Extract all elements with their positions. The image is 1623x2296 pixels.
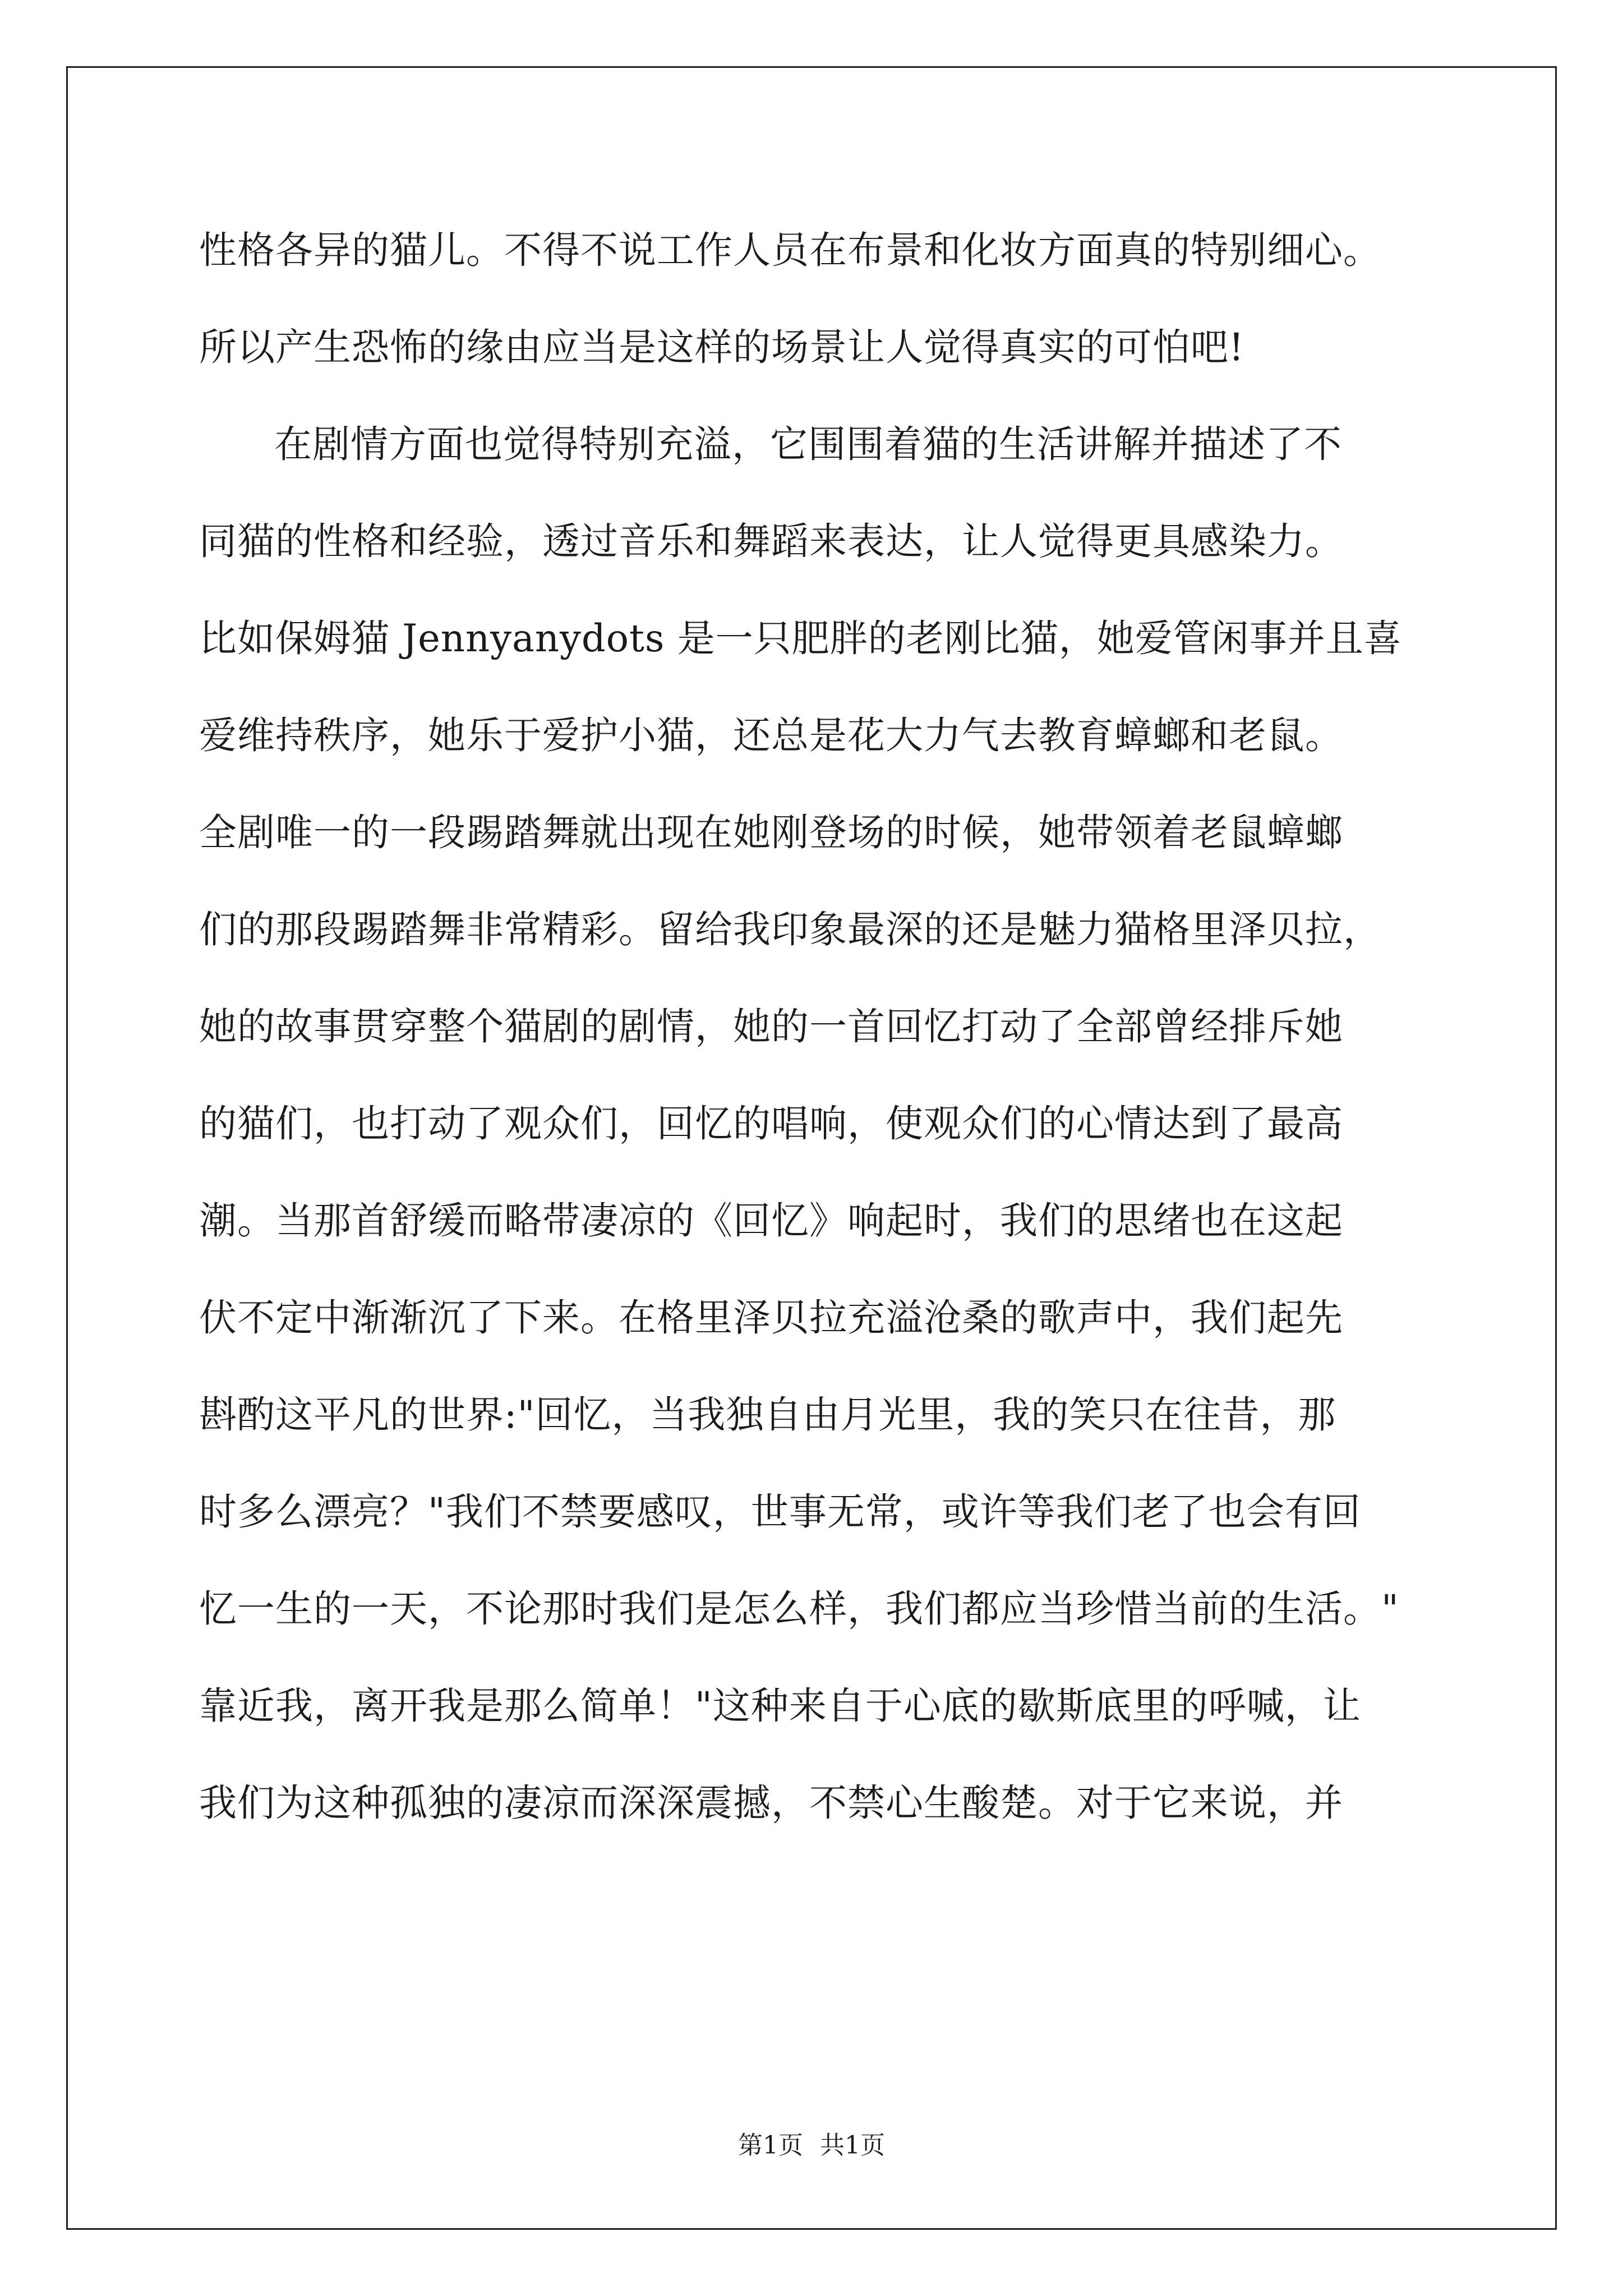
text-line: 们的那段踢踏舞非常精彩。留给我印象最深的还是魅力猫格里泽贝拉，: [199, 908, 1381, 951]
text-line: 忆一生的一天，不论那时我们是怎么样，我们都应当珍惜当前的生活。": [199, 1587, 1399, 1631]
page-total: 共1页: [820, 2131, 885, 2160]
text-line: 我们为这种孤独的凄凉而深深震撼，不禁心生酸楚。对于它来说，并: [199, 1781, 1343, 1825]
text-line: 爱维持秩序，她乐于爱护小猫，还总是花大力气去教育蟑螂和老鼠。: [199, 714, 1343, 757]
text-line: 的猫们，也打动了观众们，回忆的唱响，使观众们的心情达到了最高: [199, 1102, 1343, 1145]
page-footer: [0, 2129, 1623, 2162]
paragraph-start-line: 在剧情方面也觉得特别充溢，它围围着猫的生活讲解并描述了不: [274, 422, 1342, 466]
text-line: 性格各异的猫儿。不得不说工作人员在布景和化妆方面真的特别细心。: [199, 228, 1381, 272]
text-line: 靠近我，离开我是那么简单！"这种来自于心底的歇斯底里的呼喊，让: [199, 1684, 1361, 1728]
text-line: 潮。当那首舒缓而略带凄凉的《回忆》响起时，我们的思绪也在这起: [199, 1199, 1343, 1243]
page-number: 第1页: [738, 2131, 803, 2160]
text-line: 时多么漂亮？"我们不禁要感叹，世事无常，或许等我们老了也会有回: [199, 1490, 1361, 1534]
document-body: [199, 202, 1433, 1852]
text-line: 所以产生恐怖的缘由应当是这样的场景让人觉得真实的可怕吧!: [199, 325, 1244, 369]
text-line: 比如保姆猫 Jennyanydots 是一只肥胖的老刚比猫，她爱管闲事并且喜: [199, 616, 1402, 660]
text-line: 她的故事贯穿整个猫剧的剧情，她的一首回忆打动了全部曾经排斥她: [199, 1005, 1343, 1048]
text-line: 全剧唯一的一段踢踏舞就出现在她刚登场的时候，她带领着老鼠蟑螂: [199, 811, 1343, 854]
text-line: 伏不定中渐渐沉了下来。在格里泽贝拉充溢沧桑的歌声中，我们起先: [199, 1296, 1343, 1340]
text-line: 同猫的性格和经验，透过音乐和舞蹈来表达，让人觉得更具感染力。: [199, 519, 1343, 563]
text-line: 斟酌这平凡的世界:"回忆，当我独自由月光里，我的笑只在往昔，那: [199, 1393, 1336, 1437]
